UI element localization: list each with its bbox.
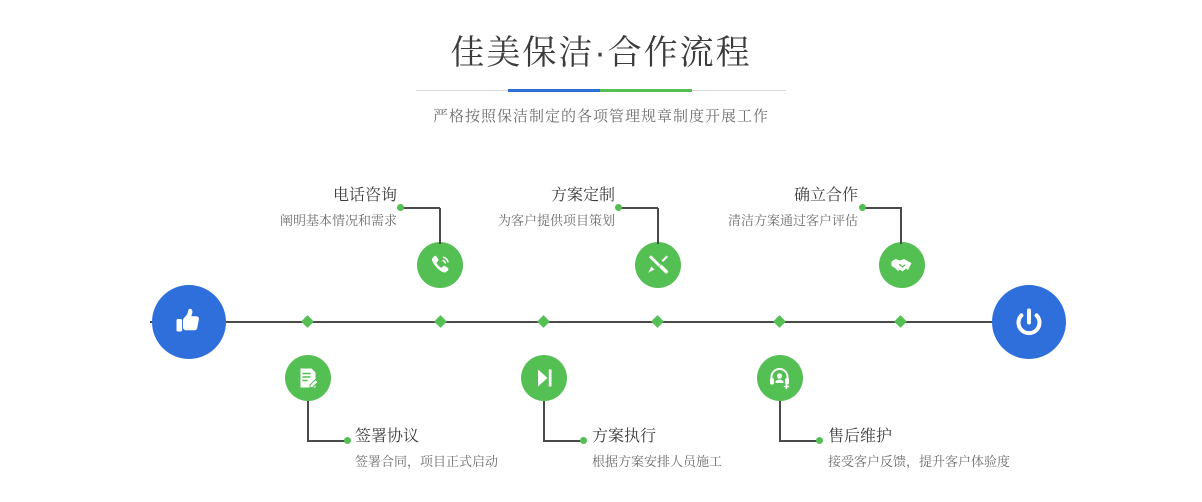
step-desc-5: 清洁方案通过客户评估 — [727, 213, 858, 228]
step-label-2 — [355, 426, 498, 472]
step-icon-6 — [757, 355, 803, 401]
play-forward-icon — [531, 365, 557, 391]
step-connector-6 — [779, 401, 781, 441]
thumbs-up-icon — [169, 302, 209, 342]
step-icon-2 — [285, 355, 331, 401]
timeline-axis — [150, 321, 1060, 323]
step-title-6: 售后维护 — [828, 428, 893, 445]
step-connector-2 — [307, 440, 347, 442]
step-label-1 — [252, 185, 397, 231]
step-connector-1 — [400, 207, 440, 209]
step-desc-2: 签署合同，项目正式启动 — [355, 454, 499, 469]
step-label-5 — [700, 185, 858, 231]
contract-edit-icon — [295, 365, 321, 391]
step-connector-5 — [862, 207, 902, 209]
step-desc-4: 根据方案安排人员施工 — [592, 454, 723, 469]
step-icon-4 — [521, 355, 567, 401]
timeline-end-node — [992, 285, 1066, 359]
axis-marker — [894, 315, 907, 328]
step-title-1: 电话咨询 — [332, 187, 397, 204]
step-desc-1: 阐明基本情况和需求 — [279, 213, 397, 228]
step-connector-6 — [779, 440, 819, 442]
power-icon — [1009, 302, 1049, 342]
page-title: 佳美保洁·合作流程 — [450, 34, 752, 72]
step-title-3: 方案定制 — [550, 187, 615, 204]
step-connector-dot-2 — [344, 437, 351, 444]
step-connector-dot-6 — [816, 437, 823, 444]
step-connector-dot-1 — [397, 204, 404, 211]
step-title-5: 确立合作 — [793, 187, 858, 204]
timeline-start-node — [152, 285, 226, 359]
axis-marker — [537, 315, 550, 328]
axis-marker — [301, 315, 314, 328]
axis-marker — [651, 315, 664, 328]
step-connector-2 — [307, 401, 309, 441]
step-label-4 — [592, 426, 722, 472]
handshake-icon — [889, 252, 915, 278]
step-desc-6: 接受客户反馈，提升客户体验度 — [828, 454, 1011, 469]
step-title-4: 方案执行 — [592, 428, 657, 445]
step-connector-1 — [439, 208, 441, 244]
step-title-2: 签署协议 — [355, 428, 420, 445]
tools-icon — [645, 252, 671, 278]
step-connector-dot-3 — [615, 204, 622, 211]
step-label-3 — [460, 185, 615, 231]
phone-call-icon — [427, 252, 453, 278]
step-connector-dot-4 — [580, 437, 587, 444]
step-icon-5 — [879, 242, 925, 288]
step-icon-1 — [417, 242, 463, 288]
step-connector-5 — [900, 208, 902, 244]
step-connector-3 — [618, 207, 658, 209]
headset-support-icon — [767, 365, 793, 391]
axis-marker — [773, 315, 786, 328]
step-connector-3 — [657, 208, 659, 244]
step-connector-dot-5 — [859, 204, 866, 211]
page-subtitle: 严格按照保洁制定的各项管理规章制度开展工作 — [432, 108, 769, 125]
axis-marker — [434, 315, 447, 328]
step-desc-3: 为客户提供项目策划 — [497, 213, 615, 228]
step-icon-3 — [635, 242, 681, 288]
step-connector-4 — [543, 401, 545, 441]
step-connector-4 — [543, 440, 583, 442]
step-label-6 — [828, 426, 1010, 472]
